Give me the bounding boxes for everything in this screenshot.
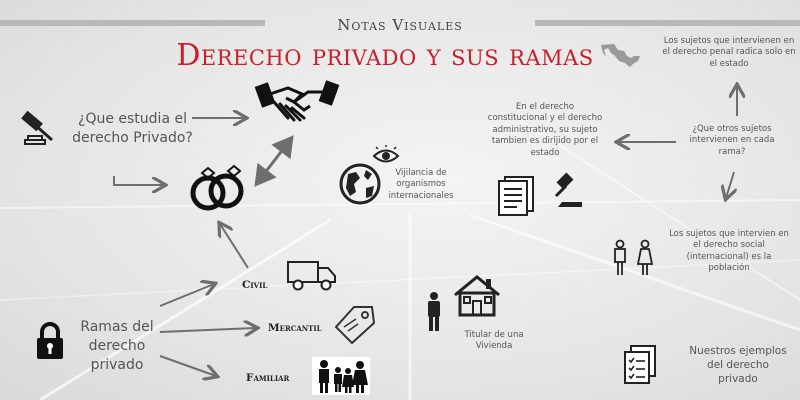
page-title: Derecho privado y sus ramas — [176, 38, 594, 73]
ejemplos-text: Nuestros ejemplos del derecho privado — [689, 345, 787, 386]
constitucional-text: En el derecho constitucional y el derecho administrativo, su sujeto tambien es dirijido por el estado — [487, 102, 603, 158]
subtitle: Notas Visuales — [337, 16, 463, 34]
branch-mercantil: Mercantil — [268, 322, 322, 334]
arrow-ramas-to-mercantil — [160, 328, 256, 332]
ramas-text: Ramas del derecho privado — [80, 319, 154, 373]
vigilancia-text: Vijilancia de organismos internacionales — [388, 168, 454, 201]
branch-familiar: Familiar — [246, 372, 290, 384]
branch-civil: Civil — [242, 279, 268, 291]
arrow-handshake-rings — [258, 140, 290, 182]
arrow-otros-to-social — [726, 172, 734, 198]
otros-text: ¿Que otros sujetos intervienen en cada rama? — [689, 124, 775, 157]
social-text: Los sujetos que intervien en el derecho social (internacional) es la población — [669, 229, 789, 274]
arrow-ramas-to-familiar — [160, 356, 216, 376]
question-text: ¿Que estudia el derecho Privado? — [72, 111, 193, 146]
arrow-civil-to-rings — [220, 224, 248, 268]
penal-text: Los sujetos que intervienen en el derecho penal radica solo en el estado — [662, 36, 796, 69]
titular-text: Titular de una Vivienda — [464, 330, 524, 352]
arrow-to-rings — [114, 176, 164, 185]
arrow-ramas-to-civil — [160, 284, 214, 306]
